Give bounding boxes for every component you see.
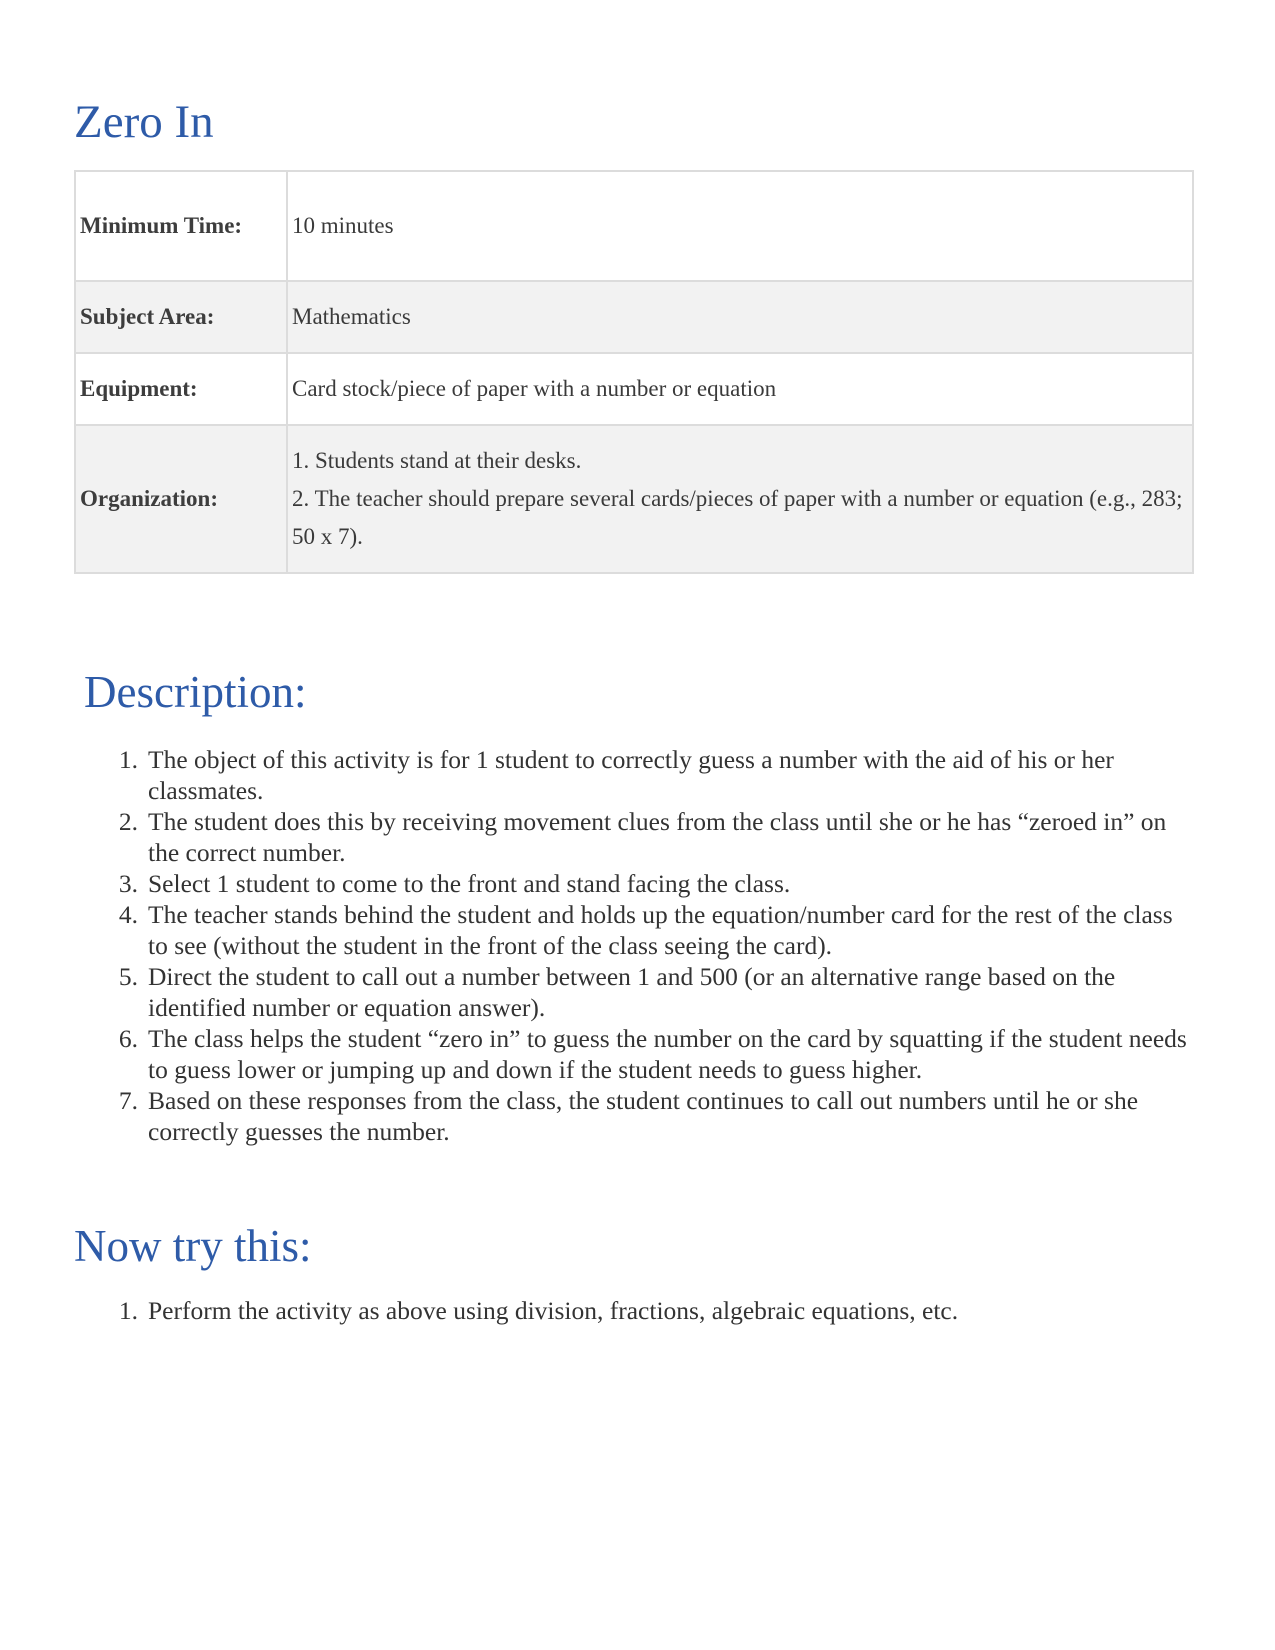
organization-label: Organization: [75,425,287,573]
list-item [110,806,1190,868]
list-item-text: Direct the student to call out a number between 1 and 500 (or an alternative range based on the identified number or equation answer). [148,962,1116,1022]
list-item [110,1295,1190,1326]
list-item-number: 5. [118,962,138,991]
list-item-text: The object of this activity is for 1 student to correctly guess a number with the aid of his or her classmates. [148,745,1114,805]
subject-area-label: Subject Area: [75,281,287,353]
minimum-time-value-line: 10 minutes [292,213,394,238]
list-item-text: Select 1 student to come to the front and stand facing the class. [148,869,791,898]
activity-info-table [74,170,1194,574]
list-item [110,1023,1190,1085]
list-item-number: 1. [118,1296,138,1325]
list-item-number: 6. [118,1024,138,1053]
description-heading: Description: [84,667,307,717]
organization-step-2: 2. The teacher should prepare several cards/pieces of paper with a number or equation (e.g., 283; 50 x 7). [292,486,1183,549]
organization-step-1: 1. Students stand at their desks. [292,448,582,473]
table-row-minimum-time [75,171,1193,281]
list-item [110,899,1190,961]
list-item-text: The class helps the student “zero in” to guess the number on the card by squatting if the student needs to guess lower or jumping up and down if the student needs to guess higher. [148,1024,1187,1084]
now-try-this-heading: Now try this: [74,1221,312,1271]
page-title: Zero In [74,96,214,148]
table-row-organization [75,425,1193,573]
list-item-number: 3. [118,869,138,898]
table-row-subject-area [75,281,1193,353]
minimum-time-label: Minimum Time: [75,171,287,281]
minimum-time-value [287,171,1193,281]
list-item-text: The teacher stands behind the student and holds up the equation/number card for the rest of the class to see (without the student in the front of the class seeing the card). [148,900,1173,960]
list-item-number: 4. [118,900,138,929]
list-item-text: Perform the activity as above using division, fractions, algebraic equations, etc. [148,1296,959,1325]
now-try-steps-list [110,1295,1190,1326]
equipment-label: Equipment: [75,353,287,425]
list-item-number: 1. [118,745,138,774]
table-row-equipment [75,353,1193,425]
subject-area-value-line: Mathematics [292,304,411,329]
organization-value [287,425,1193,573]
list-item-text: The student does this by receiving movement clues from the class until she or he has “zeroed in” on the correct number. [148,807,1167,867]
list-item [110,1085,1190,1147]
equipment-value [287,353,1193,425]
description-steps-list [110,744,1190,1147]
subject-area-value [287,281,1193,353]
list-item-number: 7. [118,1086,138,1115]
list-item [110,868,1190,899]
list-item-number: 2. [118,807,138,836]
list-item [110,744,1190,806]
equipment-value-line: Card stock/piece of paper with a number or equation [292,376,777,401]
list-item-text: Based on these responses from the class, the student continues to call out numbers until he or she correctly guesses the number. [148,1086,1139,1146]
list-item [110,961,1190,1023]
